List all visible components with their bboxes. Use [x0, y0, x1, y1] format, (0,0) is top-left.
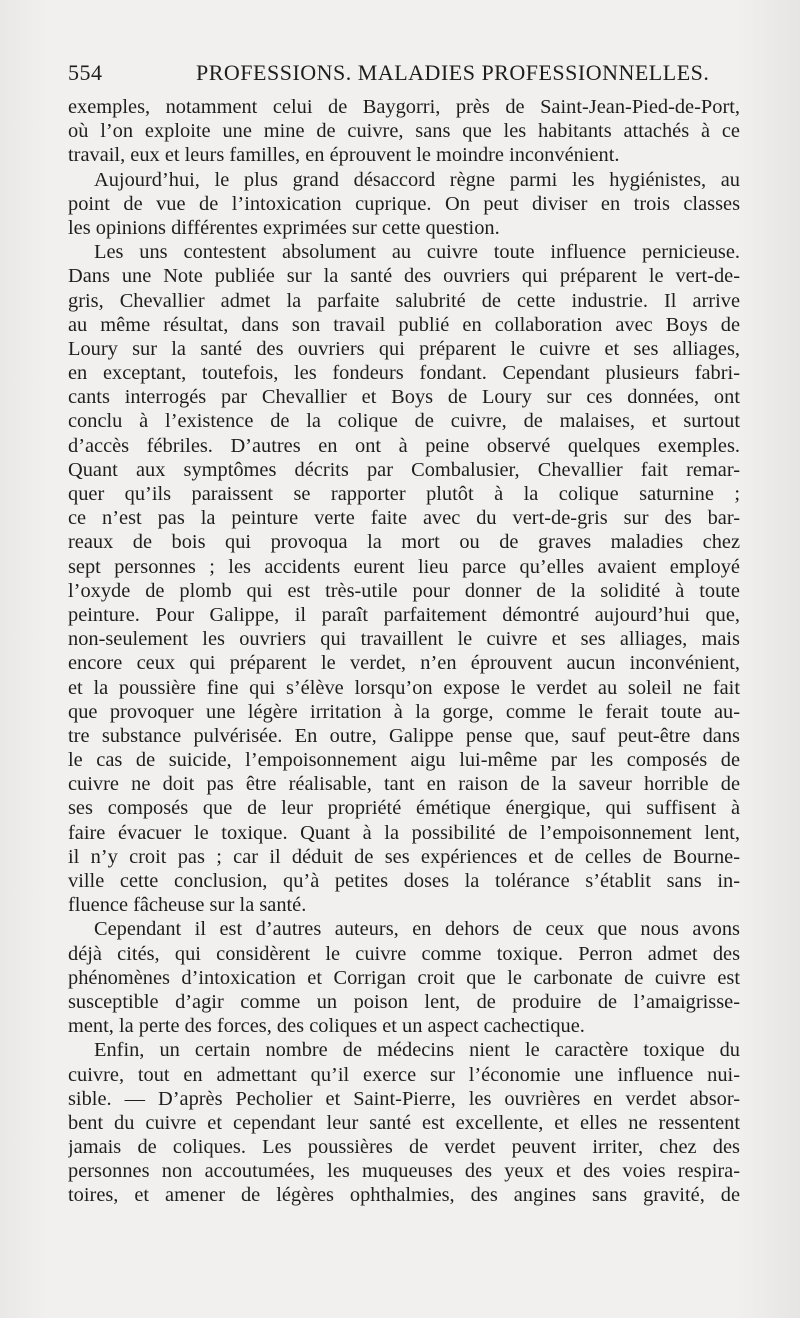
text-line: Les uns contestent absolument au cuivre toute influence pernicieuse. — [94, 241, 740, 264]
text-line: quer qu’ils paraissent se rapporter plutôt à la colique saturnine ; — [68, 483, 740, 505]
running-title: PROFESSIONS. MALADIES PROFESSIONNELLES. — [196, 60, 710, 85]
text-line: le cas de suicide, l’empoisonnement aigu lui-même par les composés de — [68, 749, 740, 772]
text-line: point de vue de l’intoxication cuprique. On peut diviser en trois classes — [68, 192, 740, 215]
text-line: non-seulement les ouvriers qui travaillent le cuivre et ses alliages, mais — [68, 628, 740, 651]
text-line: déjà cités, qui considèrent le cuivre comme toxique. Perron admet des — [68, 942, 740, 965]
text-line: au même résultat, dans son travail publié en collaboration avec Boys de — [68, 313, 740, 336]
text-line: cuivre ne doit pas être réalisable, tant en raison de la saveur horrible de — [68, 773, 740, 796]
text-line: faire évacuer le toxique. Quant à la possibilité de l’empoisonnement lent, — [68, 821, 740, 844]
text-line: Loury sur la santé des ouvriers qui préparent le cuivre et ses alliages, — [68, 337, 740, 360]
text-line: ce n’est pas la peinture verte faite avec du vert-de-gris sur des bar- — [68, 507, 740, 530]
text-line: fluence fâcheuse sur la santé. — [68, 894, 307, 917]
text-line: peinture. Pour Galippe, il paraît parfaitement démontré aujourd’hui que, — [68, 603, 740, 626]
text-line: ses composés que de leur propriété émétique énergique, qui suffisent à — [68, 797, 740, 820]
body-text — [68, 95, 740, 1208]
text-line: jamais de coliques. Les poussières de verdet peuvent irriter, chez des — [68, 1136, 740, 1159]
text-line: reaux de bois qui provoqua la mort ou de graves maladies chez — [68, 531, 740, 554]
page-header — [68, 60, 740, 90]
text-line: Cependant il est d’autres auteurs, en dehors de ceux que nous avons — [94, 918, 740, 941]
text-line: conclu à l’existence de la colique de cuivre, de malaises, et surtout — [68, 410, 740, 433]
text-line: ment, la perte des forces, des coliques et un aspect cachectique. — [68, 1015, 585, 1038]
text-line: tre substance pulvérisée. En outre, Galippe pense que, sauf peut-être dans — [68, 724, 740, 747]
text-line: d’accès fébriles. D’autres en ont à peine observé quelques exemples. — [68, 434, 740, 457]
text-line: ville cette conclusion, qu’à petites doses la tolérance s’établit sans in- — [68, 870, 740, 892]
text-line: et la poussière fine qui s’élève lorsqu’on expose le verdet au soleil ne fait — [68, 676, 740, 699]
text-line: bent du cuivre et cependant leur santé est excellente, et elles ne ressentent — [68, 1111, 740, 1134]
text-line: phénomènes d’intoxication et Corrigan croit que le carbonate de cuivre est — [68, 966, 740, 989]
text-line: Quant aux symptômes décrits par Combalusier, Chevallier fait remar- — [68, 458, 740, 481]
text-line: que provoquer une légère irritation à la gorge, comme le ferait toute au- — [68, 700, 740, 723]
text-line: Enfin, un certain nombre de médecins nient le caractère toxique du — [94, 1039, 740, 1062]
text-line: sept personnes ; les accidents eurent lieu parce qu’elles avaient employé — [68, 555, 740, 578]
text-line: encore ceux qui préparent le verdet, n’en éprouvent aucun inconvénient, — [68, 652, 740, 675]
text-line: exemples, notamment celui de Baygorri, près de Saint-Jean-Pied-de-Port, — [68, 96, 740, 118]
text-line: Dans une Note publiée sur la santé des ouvriers qui préparent le vert-de- — [68, 265, 740, 288]
text-line: l’oxyde de plomb qui est très-utile pour donner de la solidité à toute — [68, 579, 740, 602]
text-line: toires, et amener de légères ophthalmies, des angines sans gravité, de — [68, 1184, 740, 1207]
text-line: travail, eux et leurs familles, en éprouvent le moindre inconvénient. — [68, 144, 620, 167]
text-line: en exceptant, toutefois, les fondeurs fondant. Cependant plusieurs fabri- — [68, 362, 740, 385]
text-line: gris, Chevallier admet la parfaite salubrité de cette industrie. Il arrive — [68, 289, 740, 312]
text-line: où l’on exploite une mine de cuivre, sans que les habitants attachés à ce — [68, 120, 740, 143]
text-line: sible. — D’après Pecholier et Saint-Pierre, les ouvrières en verdet absor- — [68, 1087, 740, 1110]
text-line: les opinions différentes exprimées sur cette question. — [68, 216, 500, 239]
page-number: 554 — [68, 60, 103, 85]
text-line: il n’y croit pas ; car il déduit de ses expériences et de celles de Bourne- — [68, 845, 740, 868]
text-line: susceptible d’agir comme un poison lent, de produire de l’amaigrisse- — [68, 990, 740, 1013]
text-line: Aujourd’hui, le plus grand désaccord règne parmi les hygiénistes, au — [94, 168, 740, 191]
text-line: personnes non accoutumées, les muqueuses des yeux et des voies respira- — [68, 1160, 740, 1183]
text-line: cuivre, tout en admettant qu’il exerce sur l’économie une influence nui- — [68, 1063, 740, 1086]
text-line: cants interrogés par Chevallier et Boys de Loury sur ces données, ont — [68, 386, 740, 409]
